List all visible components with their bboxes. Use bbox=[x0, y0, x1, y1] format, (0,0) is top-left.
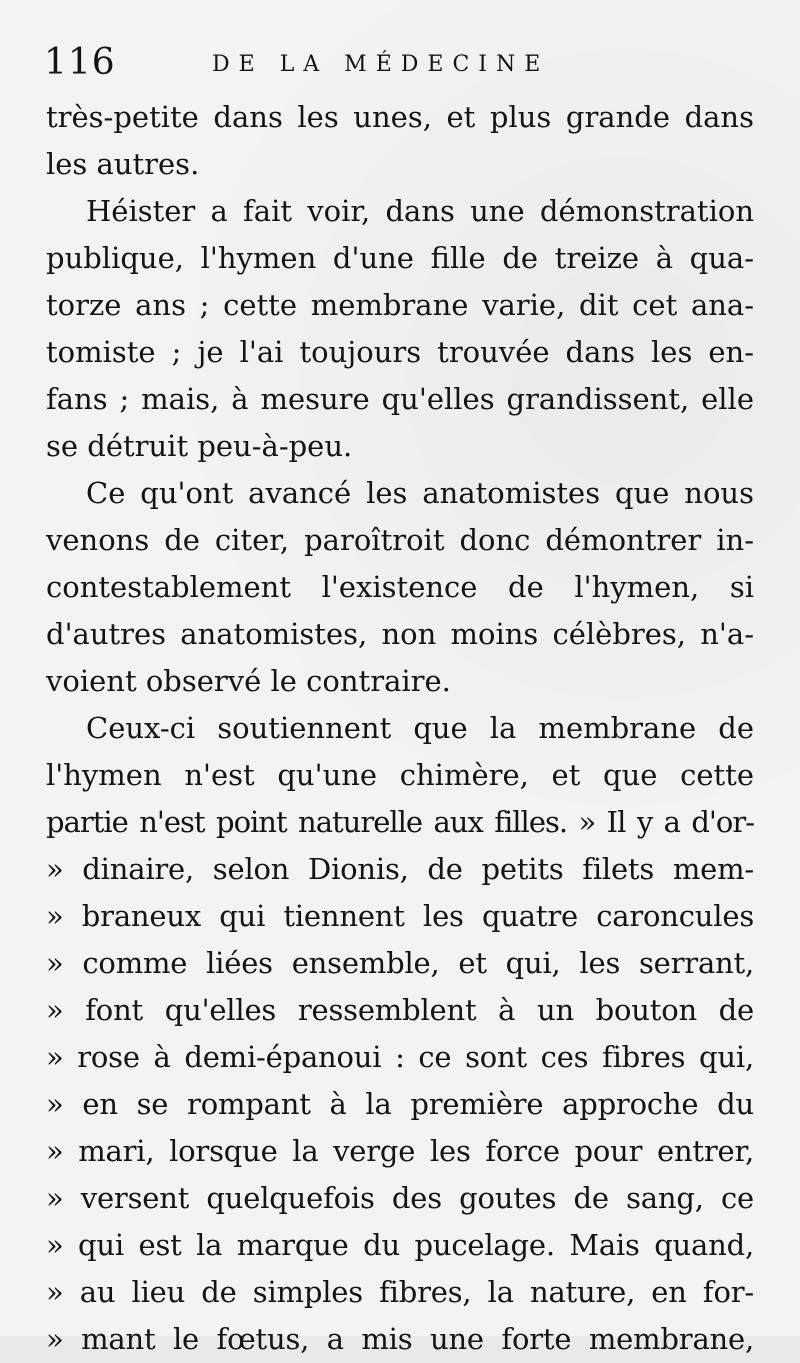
text-line: partie n'est point naturelle aux filles. » Il y a d'or- bbox=[46, 805, 754, 839]
page-number: 116 bbox=[44, 42, 116, 83]
quoted-line: » braneux qui tiennent les quatre caroncules bbox=[46, 899, 754, 933]
text-line: venons de citer, paroîtroit donc démontrer in- bbox=[46, 523, 754, 557]
quoted-line: » mant le fœtus, a mis une forte membrane, bbox=[46, 1322, 754, 1356]
quoted-line: » qui est la marque du pucelage. Mais quand, bbox=[46, 1228, 754, 1262]
paragraph-first-line: Ceux-ci soutiennent que la membrane de bbox=[86, 711, 754, 745]
text-line: contestablement l'existence de l'hymen, si bbox=[46, 570, 754, 604]
paragraph-first-line: Héister a fait voir, dans une démonstration bbox=[86, 194, 754, 228]
text-line: torze ans ; cette membrane varie, dit cet ana- bbox=[46, 288, 754, 322]
text-line: très-petite dans les unes, et plus grande dans bbox=[46, 100, 754, 134]
text-line: l'hymen n'est qu'une chimère, et que cette bbox=[46, 758, 754, 792]
page-header bbox=[44, 38, 764, 88]
quoted-line: » rose à demi-épanoui : ce sont ces fibres qui, bbox=[46, 1040, 754, 1074]
quoted-line: » comme liées ensemble, et qui, les serrant, bbox=[46, 946, 754, 980]
text-line: d'autres anatomistes, non moins célèbres, n'a- bbox=[46, 617, 754, 651]
quoted-line: » au lieu de simples fibres, la nature, en for- bbox=[46, 1275, 754, 1309]
quoted-line: » font qu'elles ressemblent à un bouton de bbox=[46, 993, 754, 1027]
quoted-line: » mari, lorsque la verge les force pour entrer, bbox=[46, 1134, 754, 1168]
text-line: se détruit peu-à-peu. bbox=[46, 429, 353, 463]
quoted-line: » dinaire, selon Dionis, de petits filets mem- bbox=[46, 852, 754, 886]
text-line: fans ; mais, à mesure qu'elles grandissent, elle bbox=[46, 382, 754, 416]
quoted-line: » en se rompant à la première approche du bbox=[46, 1087, 754, 1121]
quoted-line: » versent quelquefois des goutes de sang, ce bbox=[46, 1181, 754, 1215]
text-line: publique, l'hymen d'une fille de treize à qua- bbox=[46, 241, 754, 275]
text-line: tomiste ; je l'ai toujours trouvée dans les en- bbox=[46, 335, 754, 369]
running-head: DE LA MÉDECINE bbox=[212, 52, 550, 77]
text-line: les autres. bbox=[46, 147, 200, 181]
body-text bbox=[46, 94, 754, 1363]
text-line: voient observé le contraire. bbox=[46, 664, 451, 698]
paragraph-first-line: Ce qu'ont avancé les anatomistes que nous bbox=[86, 476, 754, 510]
